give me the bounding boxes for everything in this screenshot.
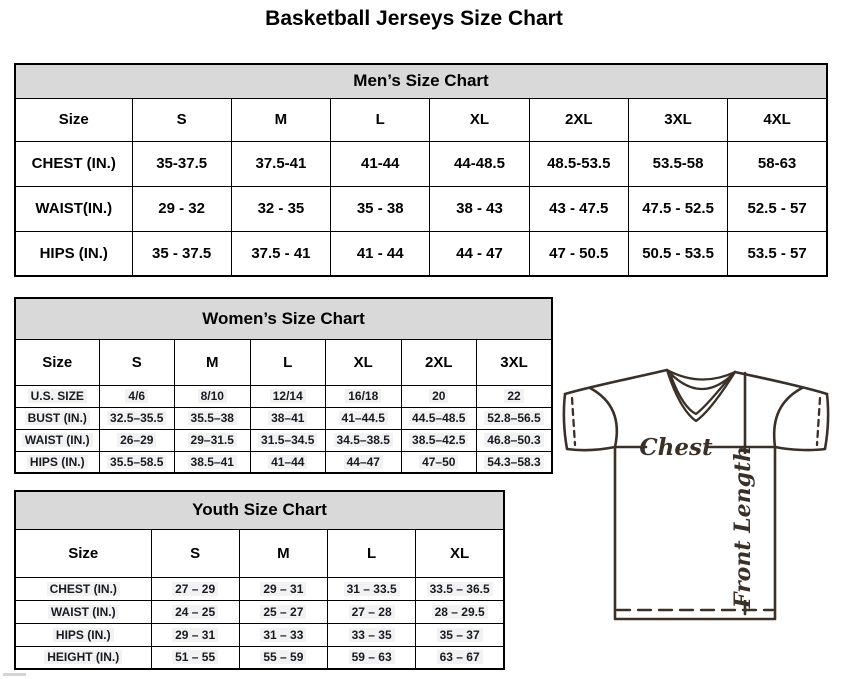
- table-cell: 38 - 43: [430, 186, 529, 231]
- row-label: U.S. SIZE: [15, 385, 99, 407]
- table-cell: 54.3–58.3: [477, 451, 553, 473]
- row-label: WAIST (IN.): [15, 429, 99, 451]
- column-header: Size: [15, 529, 151, 577]
- column-header: 3XL: [628, 98, 727, 141]
- jersey-right-armhole-seam: [774, 388, 802, 447]
- table-cell: 32.5–35.5: [99, 407, 175, 429]
- table-cell: 35 - 37.5: [132, 231, 231, 276]
- table-cell: 27 – 29: [151, 577, 239, 600]
- table-cell: 38.5–42.5: [401, 429, 477, 451]
- table-cell: 8/10: [175, 385, 251, 407]
- womens-size-table: [14, 297, 553, 474]
- row-label: HIPS (IN.): [15, 623, 151, 646]
- column-header: 2XL: [401, 339, 477, 385]
- table-cell: 31 – 33.5: [328, 577, 416, 600]
- table-cell: 55 – 59: [239, 646, 327, 669]
- table-row: [15, 186, 827, 231]
- table-cell: 48.5-53.5: [529, 141, 628, 186]
- table-row: [15, 600, 504, 623]
- chart-title-row: [15, 64, 827, 98]
- table-cell: 63 – 67: [416, 646, 504, 669]
- chest-label: Chest: [639, 434, 713, 461]
- table-cell: 33.5 – 36.5: [416, 577, 504, 600]
- table-cell: 41 - 44: [331, 231, 430, 276]
- column-header-row: [15, 529, 504, 577]
- jersey-left-armhole-seam: [590, 388, 617, 447]
- table-cell: 44 - 47: [430, 231, 529, 276]
- left-cuff-dashed-line: [572, 398, 575, 445]
- table-cell: 35-37.5: [132, 141, 231, 186]
- table-cell: 53.5 - 57: [728, 231, 827, 276]
- table-cell: 59 – 63: [328, 646, 416, 669]
- jersey-right-shoulder: [735, 372, 827, 394]
- table-cell: 26–29: [99, 429, 175, 451]
- table-cell: 31 – 33: [239, 623, 327, 646]
- row-label: CHEST (IN.): [15, 141, 132, 186]
- right-cuff-dashed-line: [817, 398, 820, 445]
- youth-size-table: [14, 490, 505, 670]
- column-header: 2XL: [529, 98, 628, 141]
- column-header-row: [15, 98, 827, 141]
- column-header: 3XL: [477, 339, 553, 385]
- jersey-diagram: [552, 352, 843, 643]
- table-cell: 52.5 - 57: [728, 186, 827, 231]
- table-row: [15, 429, 552, 451]
- table-cell: 38.5–41: [175, 451, 251, 473]
- table-cell: 29 – 31: [239, 577, 327, 600]
- table-cell: 29–31.5: [175, 429, 251, 451]
- table-row: [15, 577, 504, 600]
- table-cell: 47.5 - 52.5: [628, 186, 727, 231]
- table-row: [15, 407, 552, 429]
- table-row: [15, 451, 552, 473]
- table-cell: 22: [477, 385, 553, 407]
- table-cell: 41–44: [250, 451, 326, 473]
- table-cell: 52.8–56.5: [477, 407, 553, 429]
- column-header: M: [175, 339, 251, 385]
- chart-title-row: [15, 298, 552, 339]
- column-header: Size: [15, 98, 132, 141]
- chart-title: Women’s Size Chart: [15, 298, 552, 339]
- table-cell: 43 - 47.5: [529, 186, 628, 231]
- table-cell: 37.5 - 41: [231, 231, 330, 276]
- column-header: 4XL: [728, 98, 827, 141]
- column-header: S: [151, 529, 239, 577]
- table-cell: 44-48.5: [430, 141, 529, 186]
- table-cell: 47–50: [401, 451, 477, 473]
- table-cell: 35 – 37: [416, 623, 504, 646]
- column-header: L: [331, 98, 430, 141]
- table-cell: 27 – 28: [328, 600, 416, 623]
- jersey-left-shoulder: [565, 370, 667, 394]
- jersey-collar: [667, 370, 735, 421]
- row-label: HEIGHT (IN.): [15, 646, 151, 669]
- column-header: S: [99, 339, 175, 385]
- table-cell: 38–41: [250, 407, 326, 429]
- table-cell: 41-44: [331, 141, 430, 186]
- table-cell: 37.5-41: [231, 141, 330, 186]
- column-header: S: [132, 98, 231, 141]
- table-cell: 12/14: [250, 385, 326, 407]
- table-cell: 4/6: [99, 385, 175, 407]
- table-cell: 44.5–48.5: [401, 407, 477, 429]
- row-label: BUST (IN.): [15, 407, 99, 429]
- screen-artifact: [3, 673, 26, 676]
- table-cell: 35.5–58.5: [99, 451, 175, 473]
- column-header: XL: [416, 529, 504, 577]
- front-length-label: Front Length: [730, 445, 756, 609]
- column-header-row: [15, 339, 552, 385]
- table-cell: 16/18: [326, 385, 402, 407]
- chart-title-row: [15, 491, 504, 529]
- column-header: XL: [430, 98, 529, 141]
- mens-size-table: [14, 63, 828, 277]
- table-cell: 35 - 38: [331, 186, 430, 231]
- table-cell: 32 - 35: [231, 186, 330, 231]
- column-header: M: [239, 529, 327, 577]
- table-cell: 29 - 32: [132, 186, 231, 231]
- table-cell: 28 – 29.5: [416, 600, 504, 623]
- row-label: WAIST (IN.): [15, 600, 151, 623]
- table-cell: 31.5–34.5: [250, 429, 326, 451]
- table-cell: 29 – 31: [151, 623, 239, 646]
- column-header: L: [328, 529, 416, 577]
- table-cell: 44–47: [326, 451, 402, 473]
- table-cell: 53.5-58: [628, 141, 727, 186]
- table-cell: 35.5–38: [175, 407, 251, 429]
- table-row: [15, 231, 827, 276]
- column-header: M: [231, 98, 330, 141]
- row-label: HIPS (IN.): [15, 231, 132, 276]
- table-cell: 46.8–50.3: [477, 429, 553, 451]
- table-cell: 51 – 55: [151, 646, 239, 669]
- column-header: XL: [326, 339, 402, 385]
- table-row: [15, 646, 504, 669]
- row-label: CHEST (IN.): [15, 577, 151, 600]
- table-cell: 20: [401, 385, 477, 407]
- table-cell: 41–44.5: [326, 407, 402, 429]
- table-cell: 24 – 25: [151, 600, 239, 623]
- table-row: [15, 141, 827, 186]
- chart-title: Men’s Size Chart: [15, 64, 827, 98]
- table-row: [15, 385, 552, 407]
- table-cell: 50.5 - 53.5: [628, 231, 727, 276]
- row-label: HIPS (IN.): [15, 451, 99, 473]
- table-cell: 25 – 27: [239, 600, 327, 623]
- table-cell: 34.5–38.5: [326, 429, 402, 451]
- column-header: Size: [15, 339, 99, 385]
- table-cell: 33 – 35: [328, 623, 416, 646]
- table-cell: 58-63: [728, 141, 827, 186]
- table-row: [15, 623, 504, 646]
- column-header: L: [250, 339, 326, 385]
- row-label: WAIST(IN.): [15, 186, 132, 231]
- table-cell: 47 - 50.5: [529, 231, 628, 276]
- chart-title: Youth Size Chart: [15, 491, 504, 529]
- page-title: Basketball Jerseys Size Chart: [265, 7, 563, 30]
